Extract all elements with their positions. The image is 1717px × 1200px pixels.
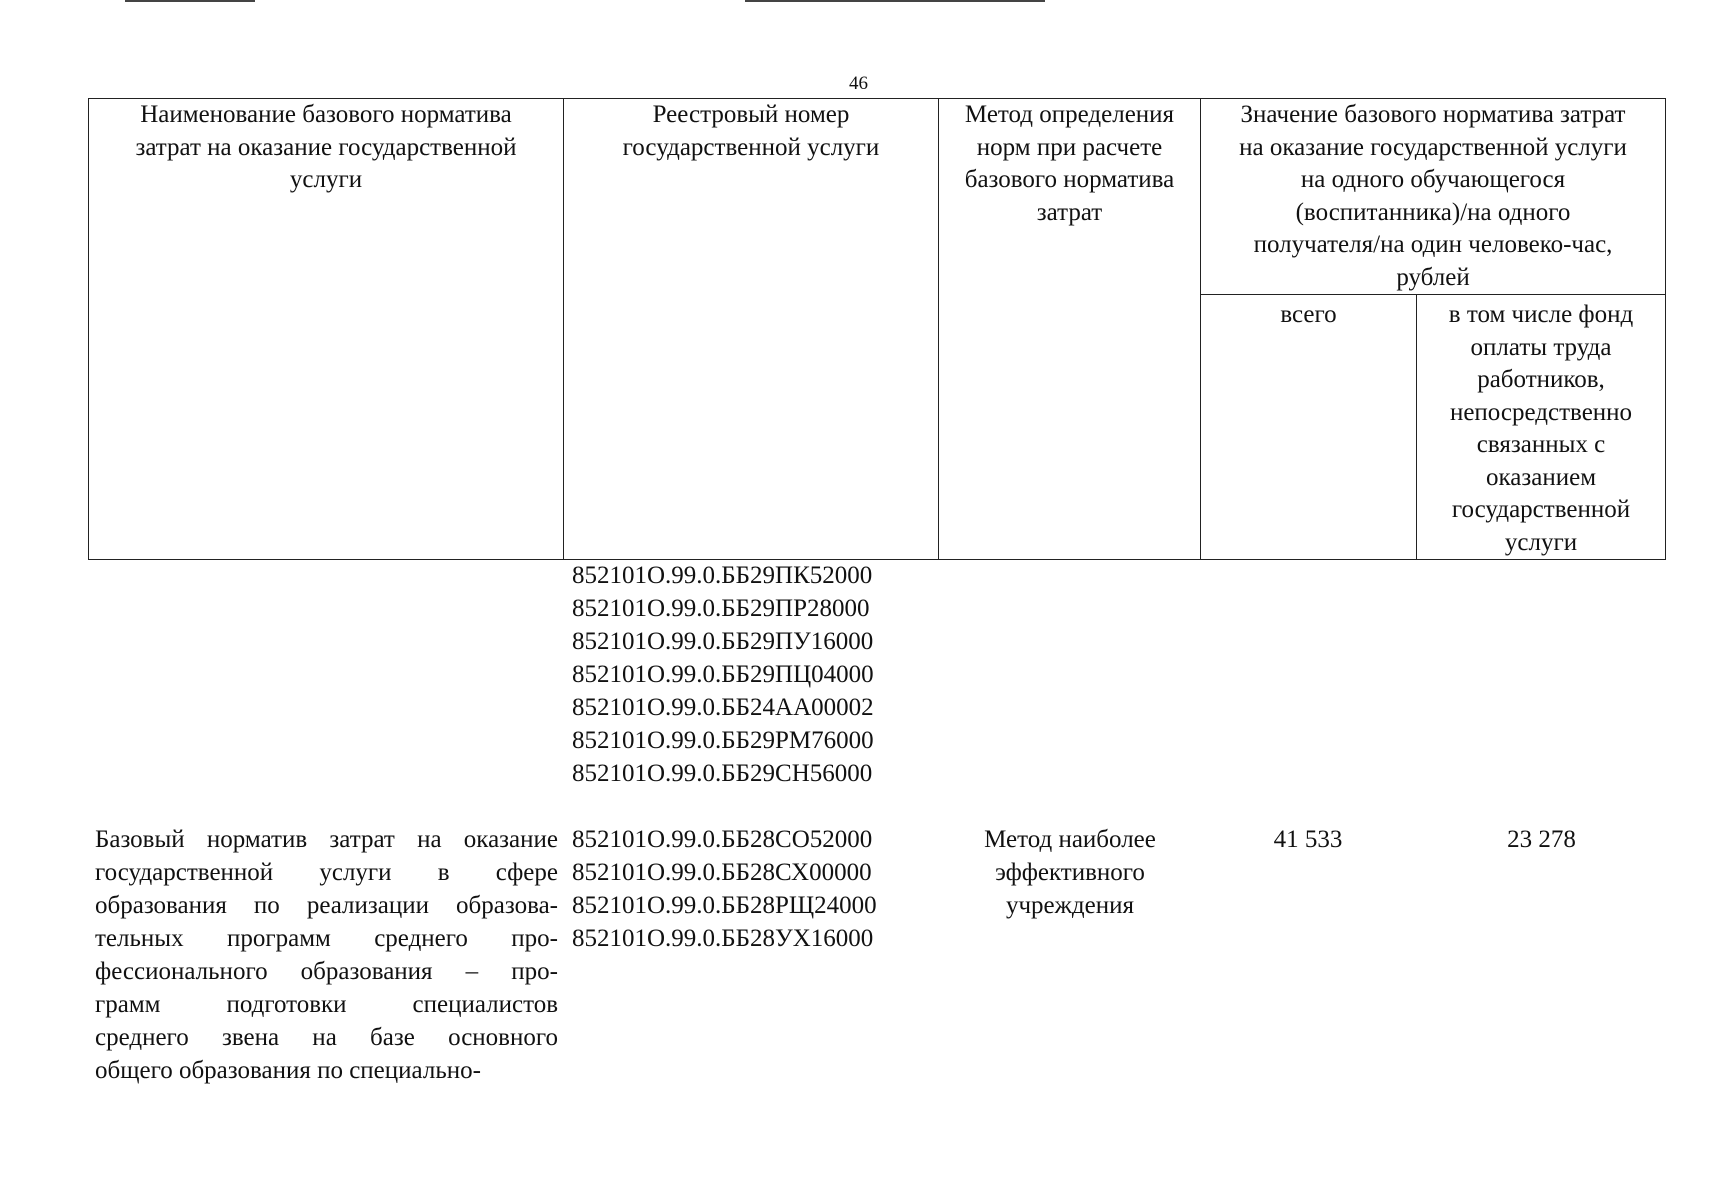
header-line: Значение базового норматива затрат (1240, 101, 1626, 128)
header-line: норм при расчете (976, 133, 1163, 161)
header-line: услуги (289, 166, 363, 193)
row-payroll-value: 23 278 (1507, 826, 1576, 853)
header-col-name (89, 99, 564, 560)
header-sub-total: всего (1201, 295, 1417, 560)
registry-code: 852101О.99.0.ББ29СН56000 (572, 760, 873, 787)
header-line: базового норматива (964, 166, 1175, 193)
registry-code: 852101О.99.0.ББ29ПК52000 (572, 562, 873, 589)
registry-code: 852101О.99.0.ББ29РМ76000 (572, 727, 874, 754)
row-registry-codes (572, 823, 877, 955)
service-name-line: среднего звена на базе основного (95, 1024, 558, 1051)
method-line: эффективного (995, 859, 1145, 886)
row-total-value: 41 533 (1273, 826, 1343, 853)
registry-code: 852101О.99.0.ББ28РЩ24000 (572, 892, 877, 919)
scan-edge-line (745, 0, 1045, 2)
registry-code: 852101О.99.0.ББ29ПЦ04000 (572, 661, 874, 688)
header-line: работников, (1477, 366, 1605, 393)
registry-code: 852101О.99.0.ББ29ПР28000 (572, 595, 870, 622)
method-line: Метод наиболее (984, 826, 1156, 853)
header-line: услуги (1504, 528, 1578, 556)
page-number: 46 (849, 73, 868, 94)
scan-edge-line (125, 0, 255, 2)
service-name-line: общего образования по специально- (95, 1057, 481, 1084)
header-line: рублей (1396, 263, 1470, 291)
service-name-line: Базовый норматив затрат на оказание (95, 826, 558, 853)
header-line: в том числе фонд (1448, 301, 1634, 328)
header-sub-payroll (1417, 295, 1666, 560)
header-line: непосредственно (1449, 398, 1633, 426)
header-line: государственной (1451, 496, 1631, 523)
registry-code: 852101О.99.0.ББ24АА00002 (572, 694, 874, 721)
header-line: затрат на оказание государственной (135, 133, 517, 161)
row-service-name (95, 823, 558, 1087)
service-name-line: грамм подготовки специалистов (95, 991, 558, 1018)
header-line: оказанием (1486, 463, 1597, 491)
registry-code: 852101О.99.0.ББ28СО52000 (572, 826, 873, 853)
service-name-line: фессионального образования – про- (95, 958, 558, 985)
service-name-line: образования по реализации образова- (95, 892, 558, 919)
row-method (944, 823, 1196, 922)
registry-code: 852101О.99.0.ББ29ПУ16000 (572, 628, 874, 655)
service-name-line: тельных программ среднего про- (95, 925, 558, 952)
header-line: получателя/на один человеко-час, (1253, 231, 1613, 258)
header-col-registry (564, 99, 939, 560)
header-line: Наименование базового норматива (140, 101, 512, 128)
method-line: учреждения (1005, 892, 1134, 919)
header-line: оплаты труда (1470, 333, 1612, 361)
header-line: (воспитанника)/на одного (1295, 198, 1571, 226)
header-line: государственной услуги (622, 133, 880, 161)
header-line: Метод определения (964, 101, 1175, 128)
continued-registry-codes (572, 559, 874, 790)
service-name-line: государственной услуги в сфере (95, 859, 558, 886)
header-col-method (939, 99, 1201, 560)
header-table (88, 98, 1666, 560)
header-line: затрат (1036, 198, 1103, 226)
header-col-value (1201, 99, 1666, 295)
registry-code: 852101О.99.0.ББ28СХ00000 (572, 859, 872, 886)
header-line: Реестровый номер (652, 101, 850, 128)
header-line: связанных с (1476, 431, 1606, 458)
registry-code: 852101О.99.0.ББ28УХ16000 (572, 925, 874, 952)
header-line: на оказание государственной услуги (1239, 133, 1627, 161)
header-line: на одного обучающегося (1300, 166, 1566, 193)
